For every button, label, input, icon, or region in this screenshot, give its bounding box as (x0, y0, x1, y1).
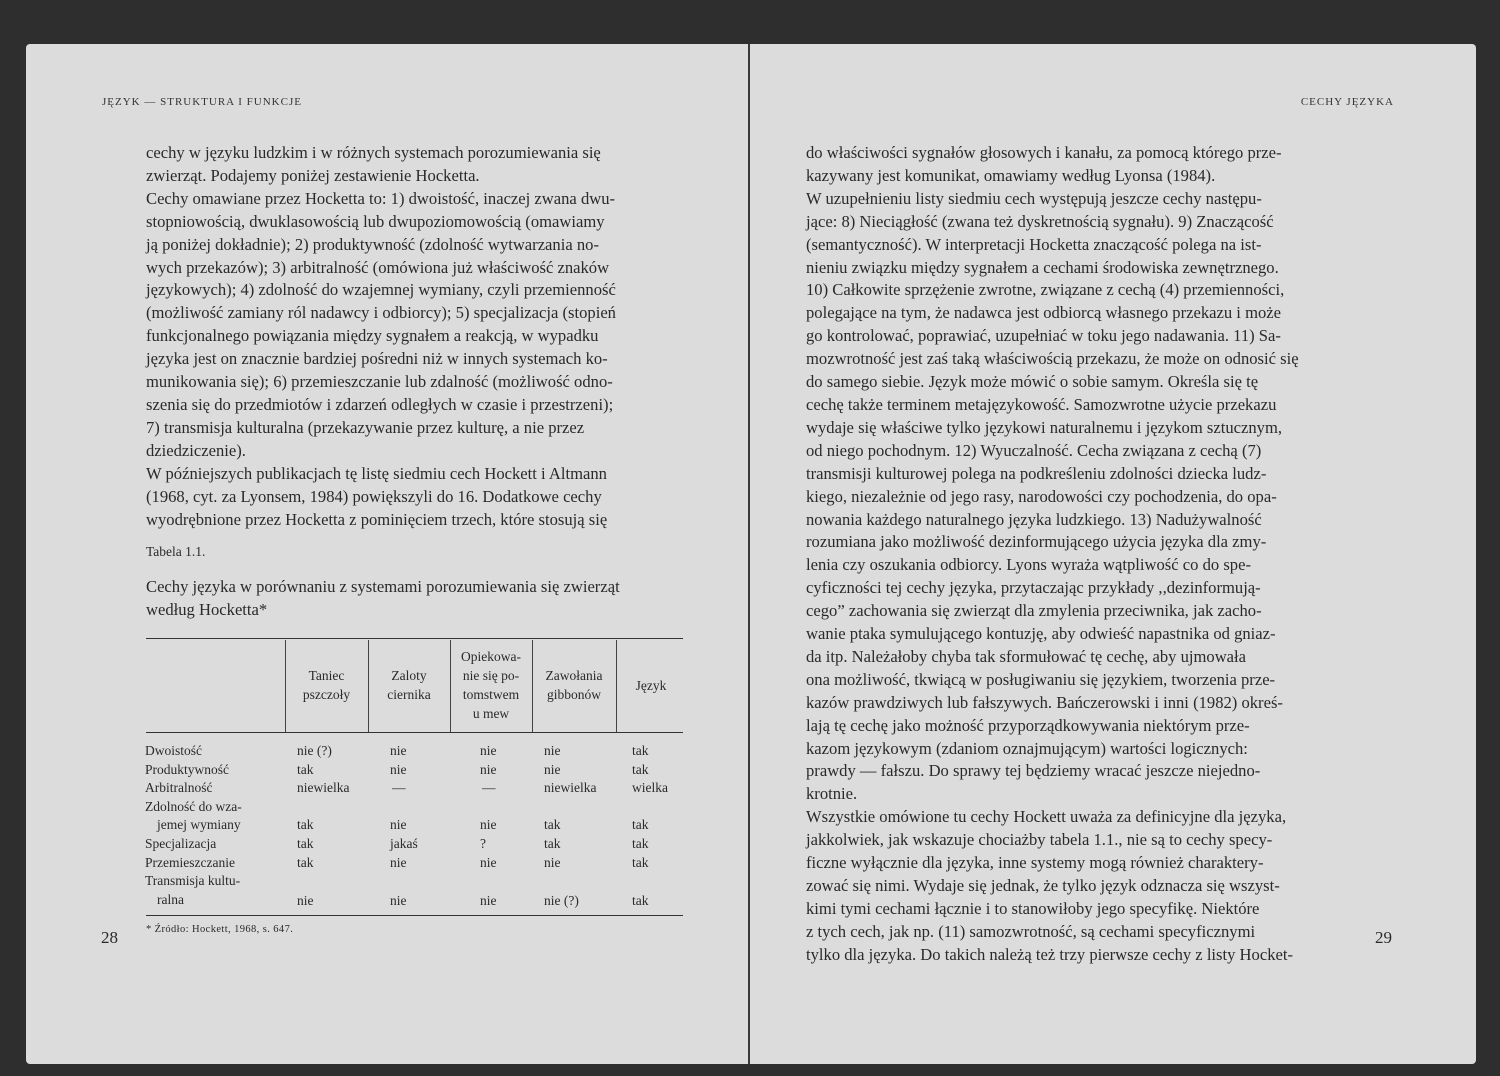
table-cell: tak (297, 836, 314, 851)
table-header-taniec (285, 666, 368, 704)
text-line: da itp. Należałoby chyba tak sformułować tę cechę, aby ujmowała (806, 646, 1247, 666)
text-line: do samego siebie. Język może mówić o sobie samym. Określa się tę (806, 372, 1259, 392)
table-cell: tak (544, 817, 561, 833)
table-cell: nie (390, 761, 407, 777)
header-line: Zaloty (391, 668, 427, 683)
table-cell: tak (632, 893, 649, 908)
row-label: Transmisja kultu- (145, 873, 241, 889)
text-line: nieniu związku między sygnałem a cechami środowiska zewnętrznego. (806, 257, 1279, 277)
text-line: wyodrębnione przez Hocketta z pominięciem trzech, które stosują się (146, 509, 608, 529)
text-line: jące: 8) Nieciągłość (zwana też dyskretnością sygnału). 9) Znaczącość (806, 211, 1274, 231)
running-head-right: CECHY JĘZYKA (1300, 96, 1394, 108)
text-line: z tych cech, jak np. (11) samozwrotność, są cechami specyficznymi (806, 921, 1256, 941)
table-cell: nie (?) (544, 893, 579, 908)
text-line: mozwrotność jest zaś taką właściwością przekazu, że może on odnosić się (806, 349, 1299, 369)
header-line: Zawołania (545, 668, 603, 683)
row-label: Dwoistość (145, 743, 202, 758)
row-label: Zdolność do wza- (145, 798, 242, 814)
table-cell: tak (544, 836, 561, 851)
text-line: prawdy — fałszu. Do sprawy tej będziemy wracać jeszcze niejedno- (806, 761, 1261, 781)
header-line: tomstwem (462, 687, 520, 702)
table-cell: nie (297, 893, 314, 908)
text-line: wydaje się właściwe tylko językowi naturalnemu i językom sztucznym, (806, 417, 1283, 437)
table-cell: nie (390, 817, 407, 833)
text-line: od niego pochodnym. 12) Wyuczalność. Cecha związana z cechą (7) (806, 440, 1262, 460)
header-line: u mew (472, 706, 510, 721)
text-line: języka jest on znacznie bardziej pośredni niż w innych systemach ko- (146, 349, 608, 369)
table-cell: nie (480, 761, 497, 777)
text-line: wanie ptaka symulującego kontuzję, aby odwieść napastnika od gniaz- (806, 624, 1276, 644)
text-line: lają tę cechę jako możność przyporządkowywania niektórym prze- (806, 715, 1250, 735)
table-cell: nie (544, 854, 561, 870)
table-cell: wielka (632, 780, 668, 796)
text-line: wych przekazów); 3) arbitralność (omówiona już właściwość znaków (146, 257, 610, 277)
table-header-jezyk (616, 676, 686, 695)
text-line: munikowania się); 6) przemieszczanie lub zdalność (możliwość odno- (146, 372, 613, 392)
text-line: tylko dla języka. Do takich należą też trzy pierwsze cechy z listy Hocket- (806, 944, 1293, 964)
row-label: ralna (157, 891, 184, 907)
table-cell: tak (297, 817, 314, 833)
table-cell: nie (480, 743, 497, 758)
table-caption (146, 576, 686, 621)
text-line: kazywany jest komunikat, omawiamy według Lyonsa (1984). (806, 165, 1216, 185)
text-line: (semantyczność). W interpretacji Hocketta znaczącość polega na ist- (806, 234, 1262, 254)
table-header-rule (146, 732, 683, 733)
text-line: cyficzności tej cechy języka, przytaczając przykłady ,,dezinformują- (806, 578, 1261, 598)
text-line: rozumiana jako możliwość dezinformującego użycia języka dla zmy- (806, 532, 1267, 552)
text-line: Cechy omawiane przez Hocketta to: 1) dwoistość, inaczej zwana dwu- (146, 188, 616, 208)
text-line: do właściwości sygnałów głosowych i kanału, za pomocą którego prze- (806, 143, 1282, 162)
table-cell: — (482, 780, 496, 796)
page-number-left: 28 (101, 928, 118, 947)
table-header-zawolania (532, 666, 616, 704)
text-line: W późniejszych publikacjach tę listę siedmiu cech Hockett i Altmann (146, 463, 607, 483)
text-line: W uzupełnieniu listy siedmiu cech występują jeszcze cechy następu- (806, 188, 1262, 208)
row-label: Specjalizacja (145, 836, 217, 851)
header-line: Język (635, 678, 667, 693)
table-top-rule (146, 638, 683, 639)
row-label: jemej wymiany (157, 817, 241, 833)
table-cell: nie (480, 854, 497, 870)
table-cell: ? (480, 836, 486, 851)
table-cell: — (392, 780, 406, 796)
table-cell: nie (390, 854, 407, 870)
text-line: krotnie. (806, 784, 858, 804)
text-line: nowania każdego naturalnego języka ludzkiego. 13) Nadużywalność (806, 509, 1262, 529)
table-header-opiekowanie (450, 647, 532, 723)
left-page (26, 44, 748, 1064)
table-cell: tak (632, 854, 649, 870)
table-caption-line: Cechy języka w porównaniu z systemami porozumiewania się zwierząt (146, 577, 620, 596)
left-body-text (146, 142, 686, 531)
table-bottom-rule (146, 915, 683, 916)
text-line: szenia się do przedmiotów i zdarzeń odległych w czasie i przestrzeni); (146, 394, 614, 414)
table-cell: tak (297, 761, 314, 777)
text-line: cego” zachowania się zwierząt dla zmylenia przeciwnika, jak zacho- (806, 601, 1262, 621)
page-number-right: 29 (1375, 928, 1392, 947)
table-cell: nie (390, 743, 407, 758)
table-label: Tabela 1.1. (146, 544, 206, 559)
text-line: go kontrolować, poprawiać, uzupełniać w toku jego nadawania. 11) Sa- (806, 326, 1281, 346)
text-line: dziedziczenie). (146, 440, 246, 460)
text-line: zować się nimi. Wydaje się jednak, że tylko język odznacza się wszyst- (806, 876, 1280, 895)
text-line: kimi tymi cechami łącznie i to stanowiłoby jego specyfikę. Niektóre (806, 898, 1260, 918)
row-label: Arbitralność (145, 780, 213, 796)
row-label: Przemieszczanie (145, 854, 235, 870)
text-line: stopniowością, dwuklasowością lub dwupoziomowością (omawiamy (146, 211, 605, 231)
row-label: Produktywność (145, 761, 229, 777)
table-cell: tak (632, 836, 649, 851)
text-line: Wszystkie omówione tu cechy Hockett uważa za definicyjne dla języka, (806, 807, 1287, 827)
table-caption-line: według Hocketta* (146, 599, 268, 619)
text-line: funkcjonalnego powiązania między sygnałem a reakcją, w wypadku (146, 326, 599, 346)
text-line: językowych); 4) zdolność do wzajemnej wymiany, czyli przemienność (146, 280, 616, 300)
text-line: ją poniżej dokładnie); 2) produktywność (zdolność wytwarzania no- (146, 234, 599, 254)
header-line: Opiekowa- (461, 649, 521, 664)
text-line: lenia czy oszukania odbiorcy. Lyons wyraża wątpliwość co do spe- (806, 555, 1251, 575)
header-line: nie się po- (462, 668, 520, 683)
header-line: pszczoły (302, 687, 351, 702)
table-cell: jakaś (390, 836, 418, 851)
table-cell: tak (632, 761, 649, 777)
text-line: kazów prawdziwych lub fałszywych. Bańczerowski i inni (1982) okreś- (806, 692, 1283, 712)
table-cell: nie (480, 817, 497, 833)
table-cell: nie (?) (297, 743, 332, 758)
text-line: (1968, cyt. za Lyonsem, 1984) powiększyli do 16. Dodatkowe cechy (146, 486, 602, 506)
table-header-zaloty (368, 666, 450, 704)
table-cell: tak (297, 854, 314, 870)
header-line: Taniec (308, 668, 345, 683)
table-cell: tak (632, 743, 649, 758)
text-line: transmisji kulturowej polega na podkreśleniu zdolności dziecka ludz- (806, 463, 1267, 483)
text-line: kazom językowym (zdaniom oznajmującym) wartości logicznych: (806, 738, 1248, 758)
text-line: 7) transmisja kulturalna (przekazywanie przez kulturę, a nie przez (146, 417, 585, 437)
text-line: cechy w języku ludzkim i w różnych systemach porozumiewania się (146, 143, 601, 162)
text-line: ficzne wyłącznie dla języka, inne systemy mogą również charaktery- (806, 853, 1264, 873)
table-cell: nie (544, 743, 561, 758)
text-line: polegające na tym, że nadawca jest odbiorcą własnego przekazu i może (806, 303, 1282, 323)
right-page (750, 44, 1476, 1064)
table-cell: nie (480, 893, 497, 908)
right-body-text (806, 142, 1372, 967)
table-cell: nie (390, 893, 407, 908)
header-line: gibbonów (547, 687, 601, 702)
table-footnote: * Źródło: Hockett, 1968, s. 647. (146, 924, 294, 935)
text-line: 10) Całkowite sprzężenie zwrotne, związane z cechą (4) przemienności, (806, 280, 1285, 300)
table-cell: tak (632, 817, 649, 833)
running-head-left: JĘZYK — STRUKTURA I FUNKCJE (102, 96, 302, 108)
table-cell: niewielka (544, 780, 597, 796)
text-line: zwierząt. Podajemy poniżej zestawienie Hocketta. (146, 165, 480, 185)
table-cell: niewielka (297, 780, 350, 796)
header-line: ciernika (387, 687, 431, 702)
text-line: ona możliwość, tkwiącą w posługiwaniu się językiem, tworzenia prze- (806, 669, 1276, 689)
table-cell: nie (544, 761, 561, 777)
text-line: cechę także terminem metajęzykowość. Samozwrotne użycie przekazu (806, 394, 1277, 414)
text-line: jakkolwiek, jak wskazuje chociażby tabela 1.1., nie są to cechy specy- (806, 830, 1273, 850)
text-line: (możliwość zamiany ról nadawcy i odbiorcy); 5) specjalizacja (stopień (146, 303, 616, 323)
text-line: kiego, niezależnie od jego rasy, narodowości czy pochodzenia, do opa- (806, 486, 1277, 506)
